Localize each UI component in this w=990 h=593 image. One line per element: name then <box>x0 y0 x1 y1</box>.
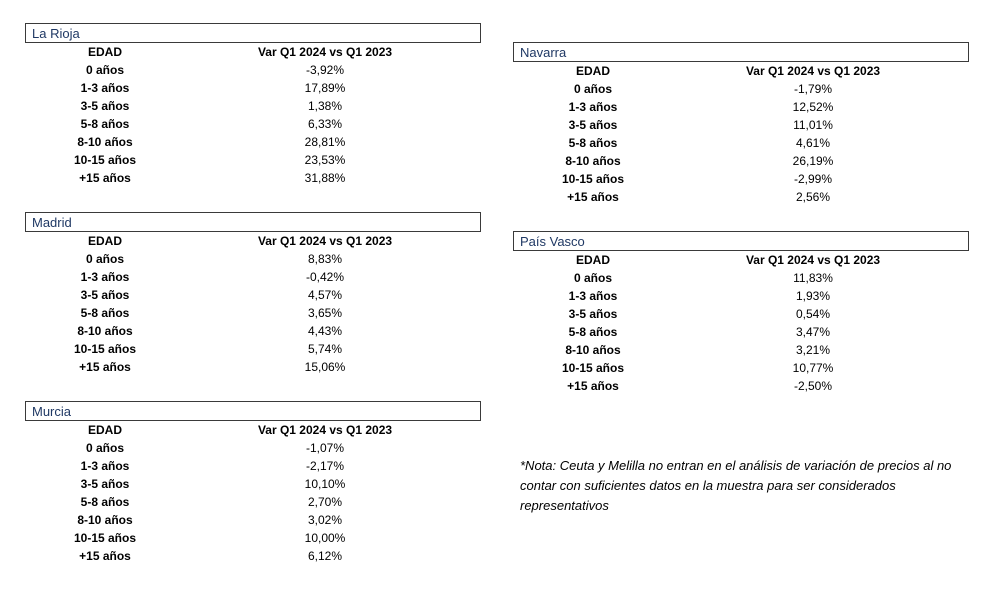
edad-cell: 0 años <box>85 63 124 77</box>
table-murcia <box>25 401 481 565</box>
region-title: País Vasco <box>513 231 969 251</box>
edad-cell: 3-5 años <box>568 307 618 321</box>
edad-cell: 3-5 años <box>80 99 130 113</box>
var-cell: 3,65% <box>307 306 343 320</box>
column-header-edad: EDAD <box>575 64 610 78</box>
var-cell: 10,77% <box>792 361 834 375</box>
column-header-edad: EDAD <box>87 234 122 248</box>
edad-cell: 10-15 años <box>561 172 625 186</box>
edad-cell: 3-5 años <box>568 118 618 132</box>
table-row <box>25 475 481 493</box>
edad-cell: 0 años <box>85 252 124 266</box>
table-row <box>25 511 481 529</box>
region-title: La Rioja <box>25 23 481 43</box>
var-cell: 4,43% <box>307 324 343 338</box>
table-row <box>513 98 969 116</box>
table-row <box>25 268 481 286</box>
edad-cell: 0 años <box>573 82 612 96</box>
var-cell: 17,89% <box>304 81 346 95</box>
region-title: Murcia <box>25 401 481 421</box>
edad-cell: 1-3 años <box>80 81 130 95</box>
edad-cell: 3-5 años <box>80 288 130 302</box>
var-cell: 3,02% <box>307 513 343 527</box>
edad-cell: 1-3 años <box>80 459 130 473</box>
table-row <box>513 152 969 170</box>
edad-cell: 1-3 años <box>80 270 130 284</box>
edad-cell: 0 años <box>573 271 612 285</box>
table-navarra <box>513 42 969 206</box>
table-row <box>25 286 481 304</box>
var-cell: 10,00% <box>304 531 346 545</box>
table-row <box>25 457 481 475</box>
edad-cell: +15 años <box>567 190 619 204</box>
footnote: *Nota: Ceuta y Melilla no entran en el análisis de variación de precios al no contar con suficientes datos en la muestra para ser considerados representativos <box>520 458 952 513</box>
var-cell: 0,54% <box>795 307 831 321</box>
var-cell: 2,56% <box>795 190 831 204</box>
var-cell: 8,83% <box>307 252 343 266</box>
var-cell: 4,61% <box>795 136 831 150</box>
var-cell: 3,47% <box>795 325 831 339</box>
table-row <box>513 341 969 359</box>
table-row <box>513 170 969 188</box>
var-cell: 4,57% <box>307 288 343 302</box>
var-cell: 1,38% <box>307 99 343 113</box>
column-header-edad: EDAD <box>575 253 610 267</box>
table-row <box>25 322 481 340</box>
table-row <box>513 80 969 98</box>
table-row <box>513 359 969 377</box>
table-header <box>25 232 481 250</box>
edad-cell: 10-15 años <box>561 361 625 375</box>
table-row <box>25 97 481 115</box>
table-row <box>513 287 969 305</box>
edad-cell: +15 años <box>567 379 619 393</box>
table-row <box>25 133 481 151</box>
table-row <box>25 547 481 565</box>
table-row <box>25 61 481 79</box>
table-row <box>25 250 481 268</box>
edad-cell: 8-10 años <box>565 154 621 168</box>
edad-cell: +15 años <box>79 549 131 563</box>
var-cell: 6,33% <box>307 117 343 131</box>
table-row <box>25 304 481 322</box>
table-header <box>513 251 969 269</box>
table-row <box>25 115 481 133</box>
edad-cell: 5-8 años <box>568 136 618 150</box>
column-header-var: Var Q1 2024 vs Q1 2023 <box>745 64 881 78</box>
var-cell: 31,88% <box>304 171 346 185</box>
var-cell: -3,92% <box>305 63 345 77</box>
table-pais-vasco <box>513 231 969 395</box>
var-cell: 12,52% <box>792 100 834 114</box>
table-row <box>513 188 969 206</box>
edad-cell: 5-8 años <box>568 325 618 339</box>
column-header-var: Var Q1 2024 vs Q1 2023 <box>745 253 881 267</box>
var-cell: -2,99% <box>793 172 833 186</box>
var-cell: -1,79% <box>793 82 833 96</box>
var-cell: 28,81% <box>304 135 346 149</box>
var-cell: -0,42% <box>305 270 345 284</box>
edad-cell: 5-8 años <box>80 117 130 131</box>
edad-cell: 10-15 años <box>73 153 137 167</box>
edad-cell: 8-10 años <box>77 513 133 527</box>
table-row <box>513 269 969 287</box>
var-cell: 11,83% <box>793 271 833 285</box>
column-header-var: Var Q1 2024 vs Q1 2023 <box>257 234 393 248</box>
var-cell: 3,21% <box>795 343 831 357</box>
edad-cell: 8-10 años <box>77 135 133 149</box>
edad-cell: +15 años <box>79 171 131 185</box>
column-header-var: Var Q1 2024 vs Q1 2023 <box>257 423 393 437</box>
region-title: Navarra <box>513 42 969 62</box>
table-row <box>25 340 481 358</box>
edad-cell: 8-10 años <box>77 324 133 338</box>
edad-cell: 1-3 años <box>568 289 618 303</box>
region-title: Madrid <box>25 212 481 232</box>
table-madrid <box>25 212 481 376</box>
column-header-edad: EDAD <box>87 45 122 59</box>
edad-cell: +15 años <box>79 360 131 374</box>
table-header <box>513 62 969 80</box>
table-row <box>25 529 481 547</box>
table-row <box>25 358 481 376</box>
column-header-edad: EDAD <box>87 423 122 437</box>
edad-cell: 3-5 años <box>80 477 130 491</box>
table-row <box>25 79 481 97</box>
var-cell: -1,07% <box>305 441 345 455</box>
var-cell: 11,01% <box>793 118 833 132</box>
table-row <box>25 169 481 187</box>
var-cell: 5,74% <box>307 342 343 356</box>
edad-cell: 1-3 años <box>568 100 618 114</box>
table-row <box>513 134 969 152</box>
edad-cell: 10-15 años <box>73 342 137 356</box>
var-cell: 10,10% <box>304 477 346 491</box>
table-la-rioja <box>25 23 481 187</box>
table-row <box>513 323 969 341</box>
var-cell: 15,06% <box>304 360 346 374</box>
table-row <box>513 377 969 395</box>
column-header-var: Var Q1 2024 vs Q1 2023 <box>257 45 393 59</box>
table-row <box>25 493 481 511</box>
edad-cell: 5-8 años <box>80 306 130 320</box>
var-cell: 1,93% <box>795 289 831 303</box>
table-row <box>25 439 481 457</box>
var-cell: 6,12% <box>307 549 343 563</box>
table-header <box>25 43 481 61</box>
table-row <box>513 116 969 134</box>
table-row <box>513 305 969 323</box>
edad-cell: 8-10 años <box>565 343 621 357</box>
var-cell: 23,53% <box>304 153 346 167</box>
edad-cell: 10-15 años <box>73 531 137 545</box>
edad-cell: 0 años <box>85 441 124 455</box>
var-cell: -2,17% <box>305 459 345 473</box>
edad-cell: 5-8 años <box>80 495 130 509</box>
var-cell: -2,50% <box>793 379 833 393</box>
table-header <box>25 421 481 439</box>
var-cell: 2,70% <box>307 495 343 509</box>
var-cell: 26,19% <box>792 154 834 168</box>
table-row <box>25 151 481 169</box>
